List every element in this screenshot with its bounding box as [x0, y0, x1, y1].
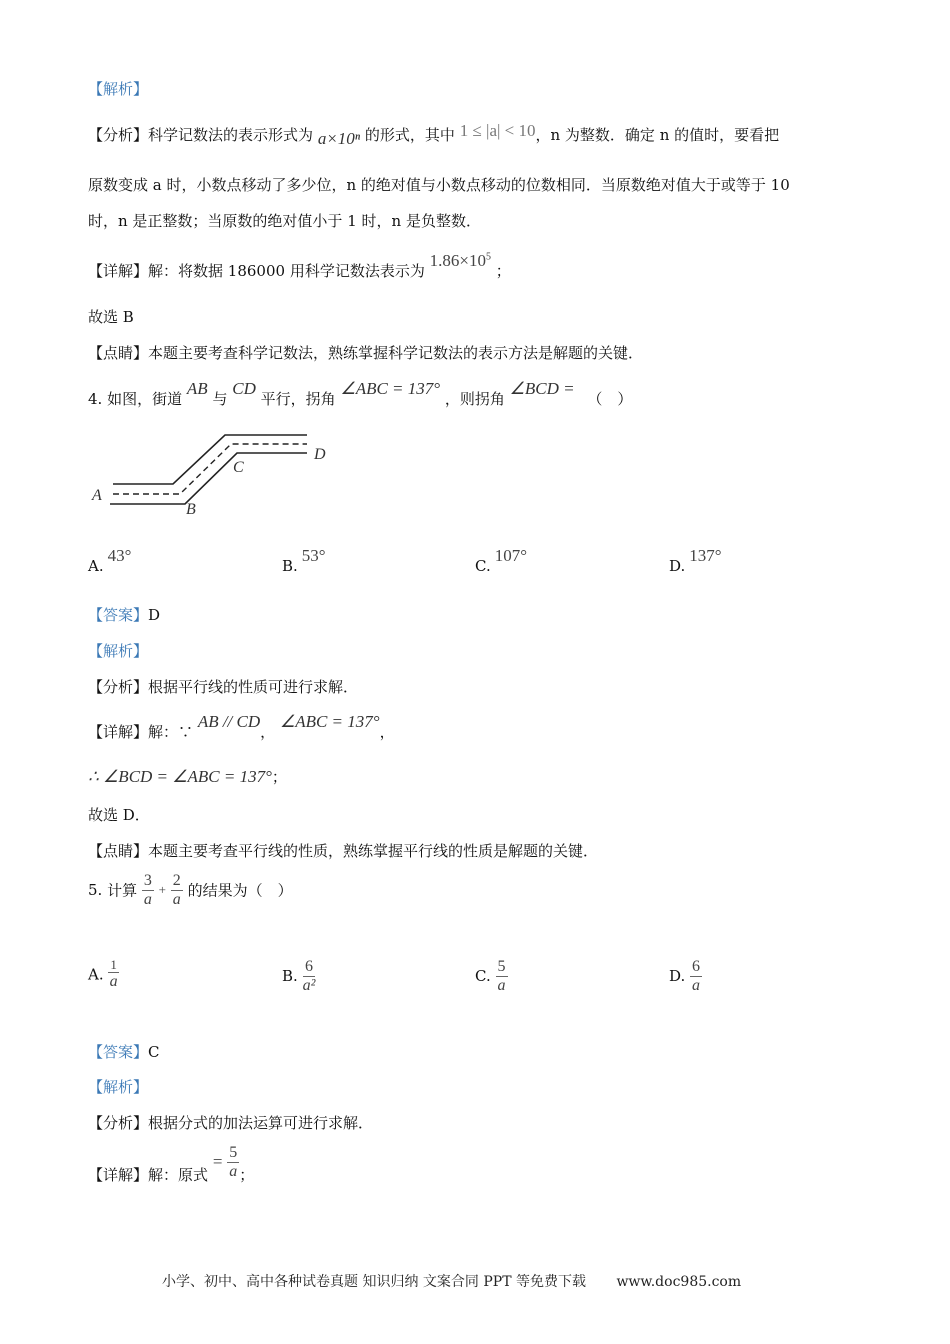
text: ， — [260, 723, 276, 741]
fraction-5-over-a: $\frac{5}{a}$ — [229, 1144, 238, 1180]
answer-label: 【答案】 — [88, 1043, 149, 1061]
label-d: D — [314, 446, 326, 463]
q4-analysis — [88, 676, 358, 697]
fraction-2-over-a: $\frac{2}{a}$ — [172, 872, 181, 908]
footer-url[interactable]: www.doc985.com — [616, 1274, 742, 1290]
q4-option-d: D.137° — [669, 546, 722, 575]
street-figure — [85, 428, 345, 523]
xiangjie-label: 【详解】 — [88, 262, 149, 280]
q3-key-point — [88, 342, 643, 363]
label-c: C — [233, 459, 244, 476]
q4-option-c: C.107° — [475, 546, 528, 575]
label-b: B — [186, 501, 196, 518]
dianjing-label: 【点睛】 — [88, 344, 149, 362]
text: ， — [379, 723, 395, 741]
q4-option-b: B.53° — [282, 546, 326, 575]
text: 本题主要考查科学记数法，熟练掌握科学记数法的表示方法是解题的关键． — [148, 344, 644, 362]
jiexi-heading: 【解析】 — [88, 1078, 149, 1096]
equals: = — [212, 1152, 223, 1172]
formula: a×10ⁿ — [317, 129, 361, 148]
text: 根据平行线的性质可进行求解． — [148, 678, 359, 696]
q4-therefore — [88, 766, 287, 787]
q4-stem — [88, 379, 633, 409]
q5-detail — [88, 1144, 254, 1185]
q4-key-point — [88, 840, 598, 861]
q3-detail — [88, 251, 511, 281]
text: 本题主要考查平行线的性质，熟练掌握平行线的性质是解题的关键． — [148, 842, 599, 860]
math-therefore: ∴ ∠BCD = ∠ABC = 137° — [88, 767, 272, 786]
q3-analysis-line2: 原数变成 a 时，小数点移动了多少位，n 的绝对值与小数点移动的位数相同．当原数绝对值大于或等于 10 — [88, 176, 790, 194]
fenxi-label: 【分析】 — [88, 678, 149, 696]
math-ab: AB — [186, 379, 208, 398]
text: 如图，街道 — [107, 390, 183, 408]
q4-choice: 故选 D． — [88, 806, 150, 824]
q5-option-c: C. $\frac{5}{a}$ — [475, 958, 506, 994]
question-number: 4. — [88, 390, 103, 408]
text: ； — [239, 1166, 255, 1185]
text: 计算 — [107, 881, 138, 900]
xiangjie-label: 【详解】 — [88, 1166, 149, 1185]
plus: + — [158, 882, 167, 898]
q5-option-d: D. $\frac{6}{a}$ — [669, 958, 701, 994]
math-parallel: AB // CD — [197, 712, 261, 731]
page-footer — [162, 1271, 741, 1291]
q5-option-a: A. $\frac{1}{a}$ — [88, 957, 118, 991]
text: ，n 为整数．确定 n 的值时，要看把 — [535, 126, 780, 144]
text: 解：将数据 186000 用科学记数法表示为 — [148, 262, 425, 280]
label-a: A — [92, 487, 102, 504]
range-formula: 1 ≤ |a| < 10 — [459, 121, 536, 140]
q5-answer — [88, 1041, 160, 1062]
text: ； — [271, 768, 287, 786]
footer-text: 小学、初中、高中各种试卷真题 知识归纳 文案合同 PPT 等免费下载 — [162, 1274, 586, 1290]
text: 的形式，其中 — [364, 126, 455, 144]
text: 科学记数法的表示形式为 — [148, 126, 314, 144]
text: 根据分式的加法运算可进行求解． — [148, 1114, 374, 1132]
xiangjie-label: 【详解】 — [88, 723, 149, 741]
q5-analysis — [88, 1112, 373, 1133]
text: ，则拐角 — [444, 390, 505, 408]
text: 解：原式 — [148, 1166, 209, 1185]
text: 的结果为（ ） — [187, 881, 293, 900]
text: ； — [495, 262, 511, 280]
q5-stem — [88, 872, 293, 908]
answer-value: D — [148, 606, 161, 624]
fraction-3-over-a: $\frac{3}{a}$ — [143, 872, 152, 908]
answer-label: 【答案】 — [88, 606, 149, 624]
q4-option-a: A.43° — [88, 546, 132, 575]
q3-analysis-line3: 时，n 是正整数；当原数的绝对值小于 1 时，n 是负整数． — [88, 212, 481, 230]
fenxi-label: 【分析】 — [88, 1114, 149, 1132]
math-given: ∠ABC = 137° — [340, 379, 441, 398]
question-number: 5. — [88, 881, 103, 900]
math-given: ∠ABC = 137° — [279, 712, 380, 731]
jiexi-heading: 【解析】 — [88, 642, 149, 660]
fenxi-label: 【分析】 — [88, 126, 149, 144]
q3-choice: 故选 B — [88, 308, 134, 326]
q3-analysis-line1 — [88, 121, 780, 148]
answer-blank: （ ） — [587, 390, 633, 408]
answer-value: C — [148, 1043, 160, 1061]
jiexi-heading: 【解析】 — [88, 80, 149, 98]
text: 与 — [212, 390, 228, 408]
dianjing-label: 【点睛】 — [88, 842, 149, 860]
q5-option-b: B. $\frac{6}{\text{a²}}$ — [282, 958, 316, 994]
math-ask: ∠BCD = — [509, 379, 575, 398]
q4-detail — [88, 712, 395, 742]
text: 平行，拐角 — [260, 390, 336, 408]
math-cd: CD — [232, 379, 256, 398]
q4-answer — [88, 604, 160, 625]
text: 解：∵ — [148, 723, 194, 741]
formula: $1.86\times 10^5$ — [429, 251, 491, 270]
